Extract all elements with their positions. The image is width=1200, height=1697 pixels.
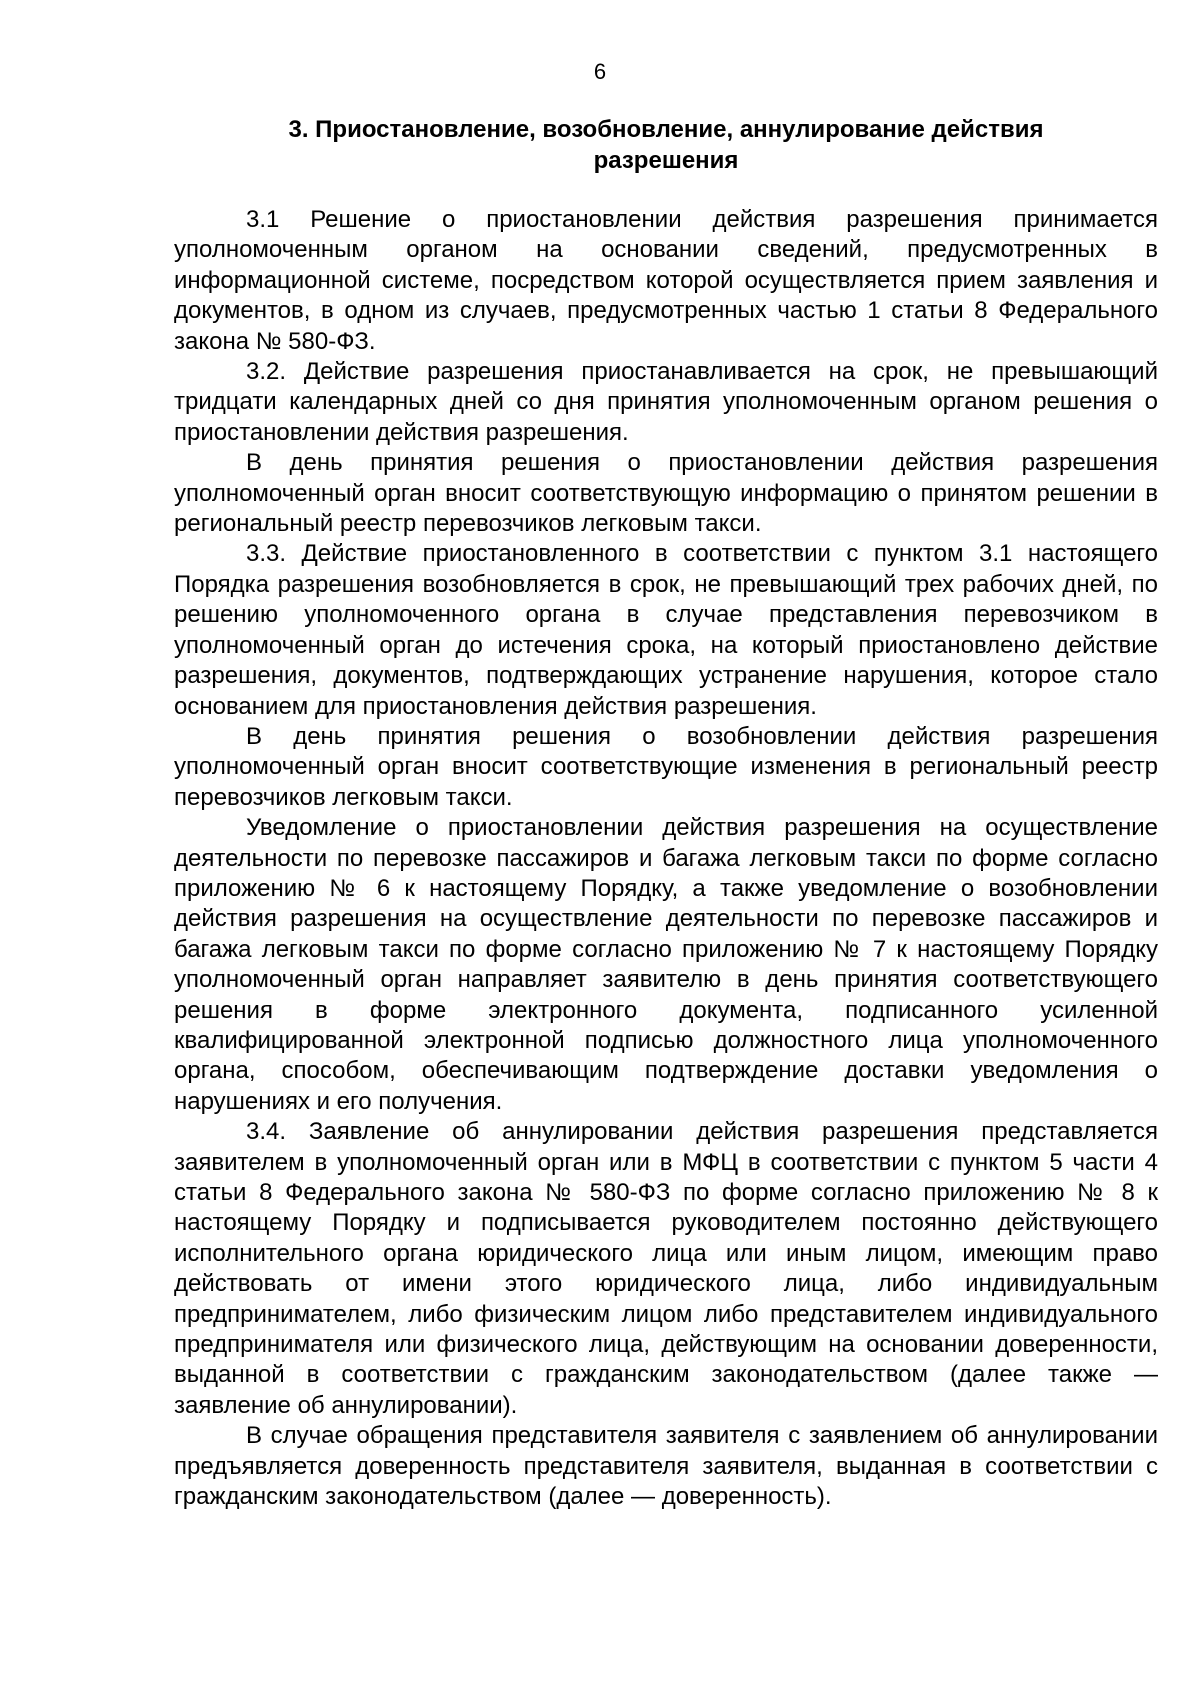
paragraph-power-of-attorney: В случае обращения представителя заявителя с заявлением об аннулировании предъявляется доверенность представителя заявителя, выданная в соответствии с гражданским законодательством (далее — доверенность). <box>174 1422 1158 1511</box>
document-body <box>174 114 1158 1512</box>
section-title-line-2: разрешения <box>593 147 739 174</box>
paragraph-3-3: 3.3. Действие приостановленного в соответствии с пунктом 3.1 настоящего Порядка разрешения возобновляется в срок, не превышающий трех рабочих дней, по решению уполномоченного органа в случае представления перевозчиком в уполномоченный орган до истечения срока, на который приостановлено действие разрешения, документов, подтверждающих устранение нарушения, которое стало основанием для приостановления действия разрешения. <box>174 540 1158 720</box>
page-number: 6 <box>593 59 607 84</box>
paragraph-3-1: 3.1 Решение о приостановлении действия разрешения принимается уполномоченным органом на основании сведений, предусмотренных в информационной системе, посредством которой осуществляется прием заявления и документов, в одном из случаев, предусмотренных частью 1 статьи 8 Федерального закона № 580-ФЗ. <box>174 206 1158 355</box>
paragraph-notification: Уведомление о приостановлении действия разрешения на осуществление деятельности по перевозке пассажиров и багажа легковым такси по форме согласно приложению № 6 к настоящему Порядку, а также уведомление о возобновлении действия разрешения на осуществление деятельности по перевозке пассажиров и багажа легковым такси по форме согласно приложению № 7 к настоящему Порядку уполномоченный орган направляет заявителю в день принятия соответствующего решения в форме электронного документа, подписанного усиленной квалифицированной электронной подписью должностного лица уполномоченного органа, способом, обеспечивающим подтверждение доставки уведомления о нарушениях и его получения. <box>174 814 1158 1115</box>
section-title <box>174 114 1158 176</box>
section-title-line-1: 3. Приостановление, возобновление, аннулирование действия <box>288 116 1044 143</box>
paragraph-3-4: 3.4. Заявление об аннулировании действия разрешения представляется заявителем в уполномоченный орган или в МФЦ в соответствии с пунктом 5 части 4 статьи 8 Федерального закона № 580-ФЗ по форме согласно приложению № 8 к настоящему Порядку и подписывается руководителем постоянно действующего исполнительного органа юридического лица или иным лицом, имеющим право действовать от имени этого юридического лица, либо индивидуальным предпринимателем, либо физическим лицом либо представителем индивидуального предпринимателя или физического лица, действующим на основании доверенности, выданной в соответствии с гражданским законодательством (далее также — заявление об аннулировании). <box>174 1118 1158 1419</box>
paragraph-3-3-registry: В день принятия решения о возобновлении действия разрешения уполномоченный орган вносит соответствующие изменения в региональный реестр перевозчиков легковым такси. <box>174 722 1158 811</box>
paragraph-3-2-registry: В день принятия решения о приостановлении действия разрешения уполномоченный орган вносит соответствующую информацию о принятом решении в региональный реестр перевозчиков легковым такси. <box>174 449 1158 538</box>
paragraph-3-2: 3.2. Действие разрешения приостанавливается на срок, не превышающий тридцати календарных дней со дня принятия уполномоченным органом решения о приостановлении действия разрешения. <box>174 358 1158 446</box>
